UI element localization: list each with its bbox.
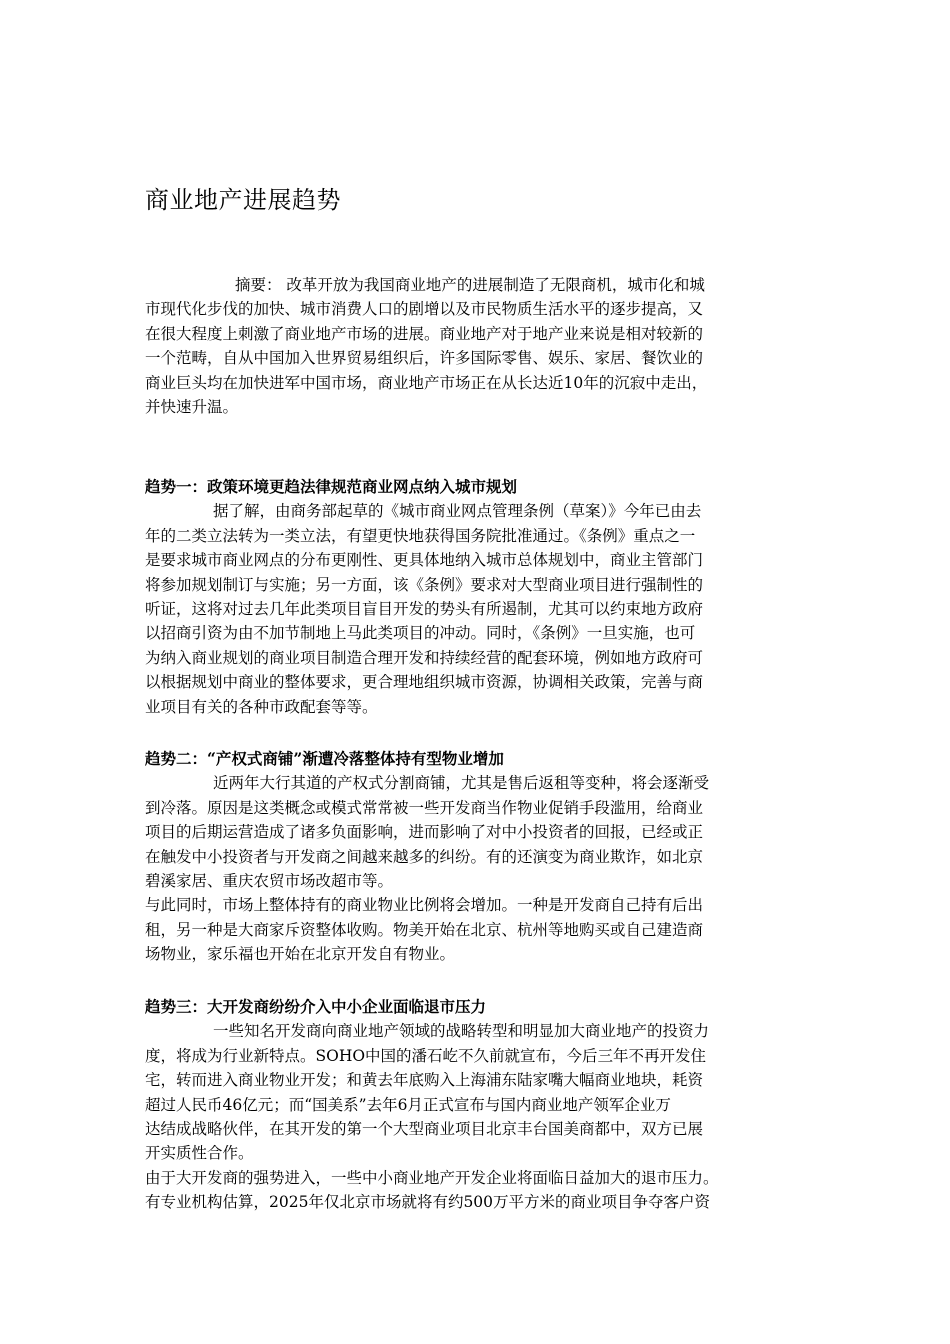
abstract-line: 摘要： 改革开放为我国商业地产的进展制造了无限商机，城市化和城	[235, 276, 705, 294]
paragraph-line: 场物业，家乐福也开始在北京开发自有物业。	[145, 945, 456, 964]
paragraph-line: 据了解，由商务部起草的《城市商业网点管理条例（草案）》今年已由去	[213, 502, 702, 521]
paragraph-line: 宅，转而进入商业物业开发；和黄去年底购入上海浦东陆家嘴大幅商业地块，耗资	[145, 1071, 704, 1090]
paragraph-line: 以招商引资为由不加节制地上马此类项目的冲动。同时，《条例》一旦实施，也可	[145, 624, 696, 643]
paragraph-line: 有专业机构估算，2025年仅北京市场就将有约500万平方米的商业项目争夺客户资	[145, 1193, 711, 1212]
paragraph-line: 租，另一种是大商家斥资整体收购。物美开始在北京、杭州等地购买或自己建造商	[145, 920, 704, 939]
section-trend-2	[145, 747, 820, 967]
paragraph-line: 项目的后期运营造成了诸多负面影响，进而影响了对中小投资者的回报，已经或正	[145, 823, 704, 842]
abstract	[145, 273, 820, 419]
paragraph-line: 以根据规划中商业的整体要求，更合理地组织城市资源，协调相关政策，完善与商	[145, 673, 704, 692]
paragraph-line: 近两年大行其道的产权式分割商铺，尤其是售后返租等变种，将会逐渐受	[213, 774, 710, 793]
paragraph-line: 与此同时，市场上整体持有的商业物业比例将会增加。一种是开发商自己持有后出	[145, 896, 704, 915]
document-title: 商业地产进展趋势	[145, 186, 341, 214]
paragraph-line: 在触发中小投资者与开发商之间越来越多的纠纷。有的还演变为商业欺诈，如北京	[145, 847, 704, 866]
paragraph-line: 度，将成为行业新特点。SOHO中国的潘石屹不久前就宣布，今后三年不再开发住	[145, 1046, 707, 1065]
section-paragraph	[145, 1166, 820, 1215]
paragraph-line: 到冷落。原因是这类概念或模式常常被一些开发商当作物业促销手段滥用，给商业	[145, 798, 704, 817]
section-trend-3	[145, 995, 820, 1215]
section-heading: 趋势三：大开发商纷纷介入中小企业面临退市压力	[145, 997, 487, 1016]
section-paragraph	[145, 499, 820, 719]
abstract-line: 市现代化步伐的加快、城市消费人口的剧增以及市民物质生活水平的逐步提高，又	[145, 300, 704, 319]
abstract-line: 并快速升温。	[145, 398, 239, 417]
paragraph-line: 为纳入商业规划的商业项目制造合理开发和持续经营的配套环境，例如地方政府可	[145, 648, 704, 667]
section-paragraph	[145, 771, 820, 893]
paragraph-line: 年的二类立法转为一类立法，有望更快地获得国务院批准通过。《条例》重点之一	[145, 526, 696, 545]
paragraph-line: 碧溪家居、重庆农贸市场改超市等。	[145, 872, 394, 891]
abstract-line: 一个范畴，自从中国加入世界贸易组织后，许多国际零售、娱乐、家居、餐饮业的	[145, 349, 704, 368]
paragraph-line: 听证，这将对过去几年此类项目盲目开发的势头有所遏制，尤其可以约束地方政府	[145, 600, 704, 619]
paragraph-line: 开实质性合作。	[145, 1144, 254, 1163]
abstract-line: 在很大程度上刺激了商业地产市场的进展。商业地产对于地产业来说是相对较新的	[145, 324, 704, 343]
section-heading: 趋势一：政策环境更趋法律规范商业网点纳入城市规划	[145, 477, 518, 496]
paragraph-line: 是要求城市商业网点的分布更刚性、更具体地纳入城市总体规划中，商业主管部门	[145, 551, 704, 570]
section-heading: 趋势二：“产权式商铺”渐遭冷落整体持有型物业增加	[145, 749, 504, 768]
paragraph-line: 业项目有关的各种市政配套等等。	[145, 697, 378, 716]
paragraph-line: 超过人民币46亿元；而“国美系”去年6月正式宣布与国内商业地产领军企业万	[145, 1095, 671, 1114]
paragraph-line: 达结成战略伙伴，在其开发的第一个大型商业项目北京丰台国美商都中，双方已展	[145, 1120, 704, 1139]
section-trend-1	[145, 475, 820, 719]
paragraph-line: 一些知名开发商向商业地产领域的战略转型和明显加大商业地产的投资力	[213, 1022, 710, 1041]
paragraph-line: 将参加规划制订与实施；另一方面，该《条例》要求对大型商业项目进行强制性的	[145, 575, 704, 594]
section-paragraph	[145, 1019, 820, 1165]
abstract-line: 商业巨头均在加快进军中国市场，商业地产市场正在从长达近10年的沉寂中走出，	[145, 373, 708, 392]
paragraph-line: 由于大开发商的强势进入，一些中小商业地产开发企业将面临日益加大的退市压力。	[145, 1168, 719, 1187]
section-paragraph	[145, 893, 820, 966]
